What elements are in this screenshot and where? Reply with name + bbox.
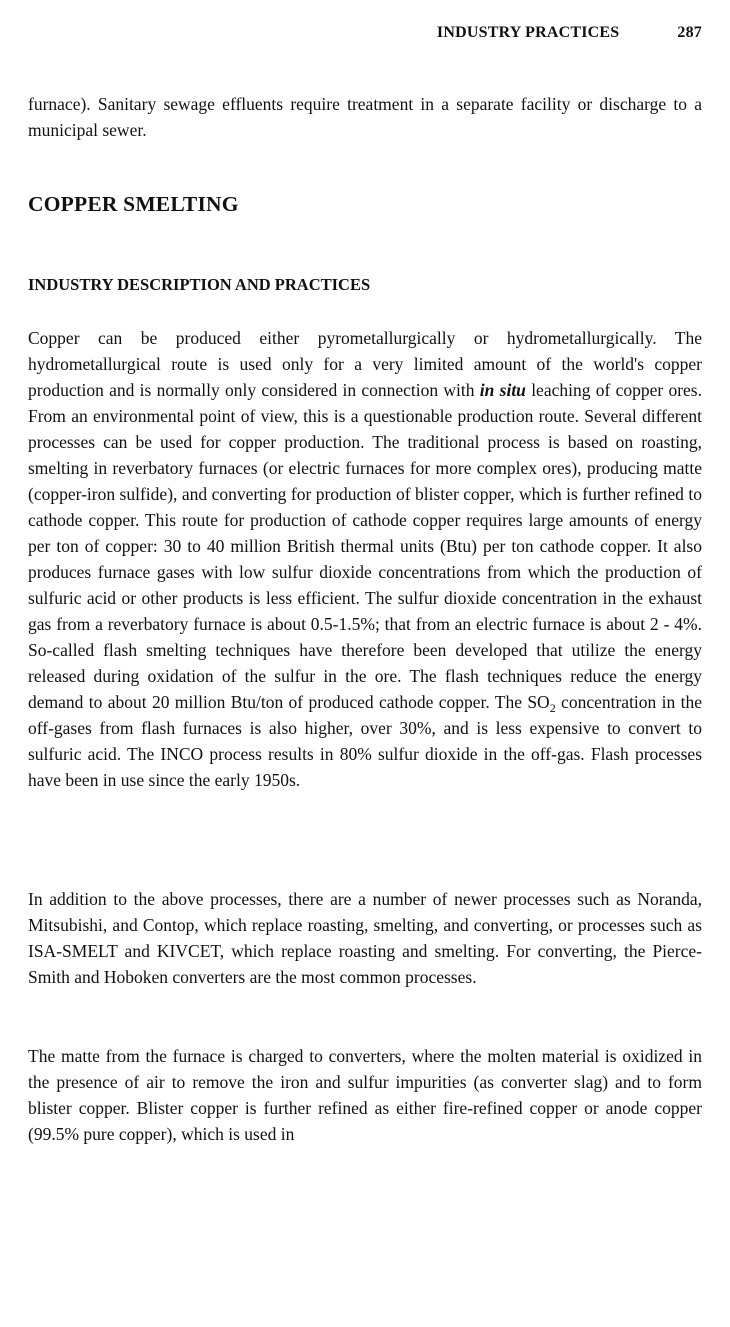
paragraph-text-part: Copper can be produced either pyrometallurgically or hydrometallurgically. The hydrometallurgical route is used only for a very limited amount of the world's copper production and is normally only considered in connection with: [28, 328, 702, 400]
paragraph-converters: The matte from the furnace is charged to converters, where the molten material is oxidized in the presence of air to remove the iron and sulfur impurities (as converter slag) and to form blister copper. Blister copper is further refined as either fire-refined copper or anode copper (99.5% pure copper), which is used in: [28, 1046, 702, 1144]
subsection-title: INDUSTRY DESCRIPTION AND PRACTICES: [28, 275, 371, 294]
running-title: INDUSTRY PRACTICES: [436, 24, 620, 41]
paragraph-text-part: leaching of copper ores. From an environmental point of view, this is a questionable production route. Several different processes can be used for copper production. The traditional process is based on roasting, smelting in reverbatory furnaces (or electric furnaces for more complex ores), producing matte (copper-iron sulfide), and converting for production of blister copper, which is further refined to cathode copper. This route for production of cathode copper requires large amounts of energy per ton of copper: 30 to 40 million British thermal units (Btu) per ton cathode copper. It also produces furnace gases with low sulfur dioxide concentrations from which the production of sulfuric acid or other products is less efficient. The sulfur dioxide concentration in the exhaust gas from a reverbatory furnace is about 0.5-1.5%; that from an electric furnace is about 2 - 4%. So-called flash smelting techniques have therefore been developed that utilize the energy released during oxidation of the sulfur in the ore. The flash techniques reduce the energy demand to about 20 million Btu/ton of produced cathode copper. The SO: [28, 380, 702, 712]
italic-term: in situ: [479, 380, 526, 400]
subscript: 2: [549, 701, 556, 715]
paragraph-text-part: concentration in the off-gases from flash furnaces is also higher, over 30%, and is less expensive to convert to sulfuric acid. The INCO process results in 80% sulfur dioxide in the off-gas. Flash processes have been in use since the early 1950s.: [28, 692, 702, 790]
paragraph-copper-production: [28, 325, 702, 793]
page-number: 287: [677, 24, 702, 41]
section-title: COPPER SMELTING: [28, 192, 239, 216]
paragraph-newer-processes: In addition to the above processes, there are a number of newer processes such as Noranda, Mitsubishi, and Contop, which replace roasting, smelting, and converting, or processes such as ISA-SMELT and KIVCET, which replace roasting and smelting. For converting, the Pierce-Smith and Hoboken converters are the most common processes.: [28, 889, 702, 987]
running-header: [437, 24, 702, 42]
intro-paragraph: furnace). Sanitary sewage effluents require treatment in a separate facility or discharge to a municipal sewer.: [28, 94, 702, 140]
